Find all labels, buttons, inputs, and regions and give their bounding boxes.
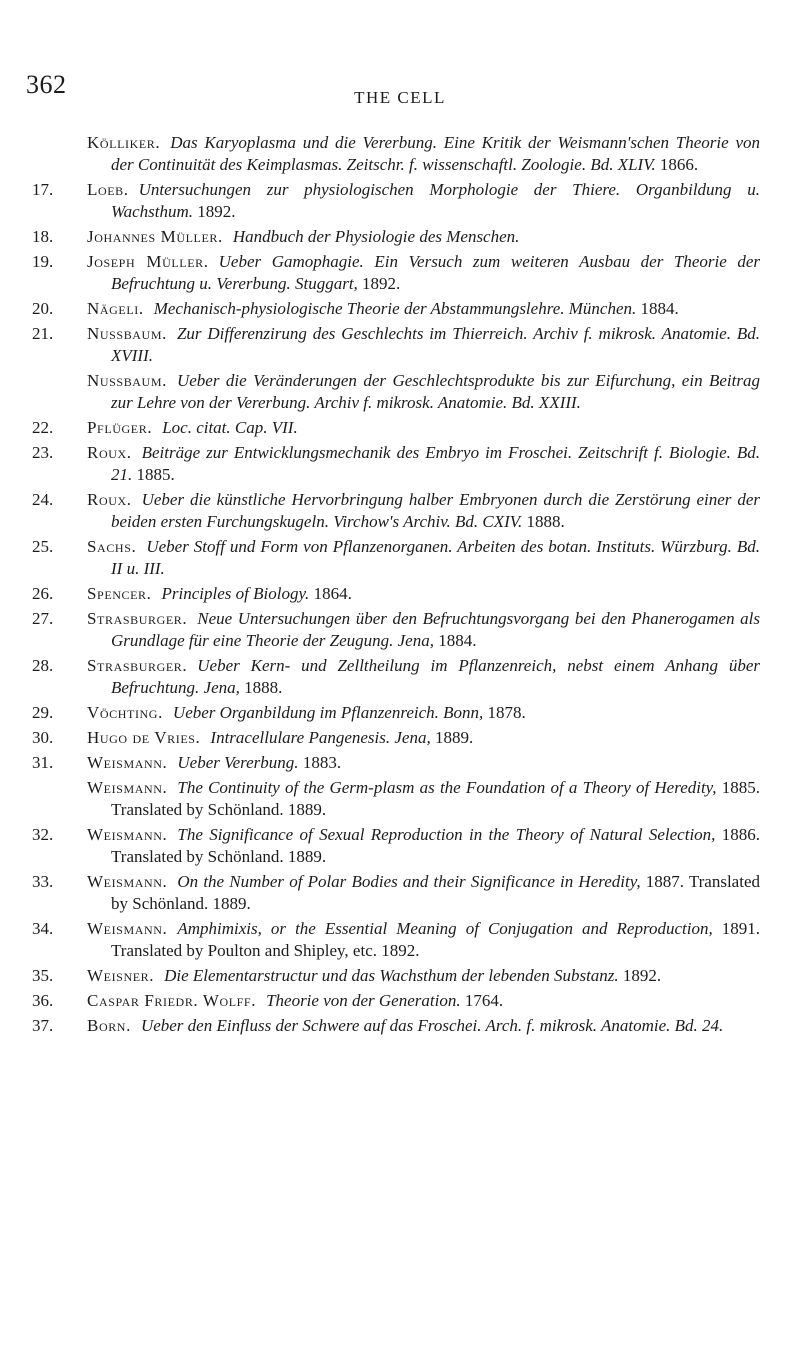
entry-author: Weismann. [87,753,168,772]
entry-author: Strasburger. [87,656,188,675]
entry-details: 1885. Translated by Schönland. 1889. [111,778,760,819]
entry-number: 32. [32,825,54,844]
entry-title: Zur Differenzirung des Geschlechts im Thierreich. Archiv f. mikrosk. Anatomie. Bd. XVIII. [111,324,760,365]
entry-title: Ueber Kern- und Zelltheilung im Pflanzenreich, nebst einem Anhang über Befruchtung. Jena, [111,656,760,697]
bibliography-entry [0,179,800,223]
entry-details: 1866. [655,155,699,174]
entry-title: The Significance of Sexual Reproduction in the Theory of Natural Selection, [177,825,716,844]
entry-title: Ueber Vererbung. [177,753,299,772]
entry-number: 26. [32,584,54,603]
entry-title: Untersuchungen zur physiologischen Morphologie der Thiere. Organbildung u. Wachsthum. [111,180,760,221]
bibliography-entry [0,752,800,774]
entry-number: 31. [32,753,54,772]
entry-author: Caspar Friedr. Wolff. [87,991,257,1010]
entry-number: 19. [32,252,54,271]
bibliography-entry [0,323,800,367]
entry-number: 30. [32,728,54,747]
entry-number: 17. [32,180,54,199]
entry-number: 23. [32,443,54,462]
bibliography-entry [0,965,800,987]
entry-details: 1892. [357,274,401,293]
entry-details: 1883. [298,753,342,772]
entry-title: Neue Untersuchungen über den Befruchtungsvorgang bei den Phanerogamen als Grundlage für eine Theorie der Zeugung. Jena, [111,609,760,650]
entry-details: 1888. [522,512,565,531]
entry-number: 24. [32,490,54,509]
entry-title: Das Karyoplasma und die Vererbung. Eine Kritik der Weismann'schen Theorie von der Continuität des Keimplasmas. Zeitschr. f. wissenschaftl. Zoologie. Bd. XLIV. [111,133,760,174]
entry-author: Sachs. [87,537,137,556]
entry-details: 1884. [636,299,679,318]
entry-author: Roux. [87,490,132,509]
entry-details: 1764. [460,991,504,1010]
entry-details: 1892. [618,966,662,985]
entry-details: 1884. [433,631,477,650]
entry-number: 37. [32,1016,54,1035]
bibliography-entry [0,990,800,1012]
entry-details: 1889. [430,728,474,747]
entry-details: 1891. Translated by Poulton and Shipley, etc. 1892. [111,919,761,960]
entry-author: Weisner. [87,966,155,985]
entry-number: 18. [32,227,54,246]
bibliography-entry [0,824,800,868]
entry-number: 20. [32,299,54,318]
bibliography-entry [0,655,800,699]
entry-title: Principles of Biology. [161,584,310,603]
entry-number: 33. [32,872,54,891]
bibliography-entry [0,442,800,486]
entry-author: Joseph Müller. [87,252,209,271]
bibliography-entry [0,702,800,724]
bibliography-entry [0,583,800,605]
bibliography-entry [0,226,800,248]
entry-title: Handbuch der Physiologie des Menschen. [232,227,520,246]
entry-author: Nussbaum. [87,371,167,390]
entry-author: Pflüger. [87,418,153,437]
entry-details: 1888. [239,678,283,697]
entry-author: Weismann. [87,919,168,938]
bibliography-entry [0,132,800,176]
entry-details: 1886. Translated by Schönland. 1889. [111,825,760,866]
entry-author: Vöchting. [87,703,163,722]
entry-title: Ueber die Veränderungen der Geschlechtsprodukte bis zur Eifurchung, ein Beitrag zur Lehre von der Vererbung. Archiv f. mikrosk. Anatomie. Bd. XXIII. [111,371,760,412]
entry-author: Strasburger. [87,609,188,628]
entry-number: 21. [32,324,54,343]
bibliography-list [0,132,800,1040]
entry-title: On the Number of Polar Bodies and their Significance in Heredity, [177,872,641,891]
bibliography-entry [0,727,800,749]
entry-title: Theorie von der Generation. [266,991,461,1010]
bibliography-entry [0,1015,800,1037]
entry-author: Weismann. [87,825,168,844]
running-head: THE CELL [354,88,446,107]
bibliography-entry [0,298,800,320]
entry-author: Spencer. [87,584,152,603]
bibliography-entry [0,777,800,821]
bibliography-entry [0,871,800,915]
entry-author: Weismann. [87,778,168,797]
entry-title: Ueber die künstliche Hervorbringung halber Embryonen durch die Zerstörung einer der beiden ersten Furchungskugeln. Virchow's Archiv. Bd. CXIV. [111,490,760,531]
entry-details: 1892. [193,202,236,221]
entry-title: Amphimixis, or the Essential Meaning of Conjugation and Reproduction, [177,919,713,938]
entry-title: The Continuity of the Germ-plasm as the Foundation of a Theory of Heredity, [177,778,717,797]
entry-details: 1887. Translated by Schönland. 1889. [111,872,760,913]
entry-details: 1885. [132,465,175,484]
entry-author: Kölliker. [87,133,161,152]
entry-details: 1864. [309,584,352,603]
entry-number: 36. [32,991,54,1010]
entry-title: Intracellulare Pangenesis. Jena, [210,728,431,747]
entry-author: Nussbaum. [87,324,167,343]
page-number: 362 [26,70,67,99]
entry-title: Mechanisch-physiologische Theorie der Abstammungslehre. München. [153,299,637,318]
entry-title: Ueber den Einfluss der Schwere auf das Froschei. Arch. f. mikrosk. Anatomie. Bd. 24. [140,1016,724,1035]
entry-number: 28. [32,656,54,675]
bibliography-entry [0,608,800,652]
entry-number: 34. [32,919,54,938]
bibliography-entry [0,370,800,414]
entry-title: Die Elementarstructur und das Wachsthum der lebenden Substanz. [164,966,619,985]
entry-author: Nägeli. [87,299,144,318]
bibliography-entry [0,251,800,295]
entry-number: 35. [32,966,54,985]
entry-number: 22. [32,418,54,437]
bibliography-entry [0,536,800,580]
entry-title: Ueber Stoff und Form von Pflanzenorganen. Arbeiten des botan. Instituts. Würzburg. Bd. II u. III. [111,537,760,578]
entry-author: Hugo de Vries. [87,728,201,747]
entry-author: Johannes Müller. [87,227,223,246]
bibliography-entry [0,489,800,533]
entry-title: Ueber Gamophagie. Ein Versuch zum weiteren Ausbau der Theorie der Befruchtung u. Vererbung. Stuggart, [111,252,760,293]
entry-author: Born. [87,1016,131,1035]
entry-title: Beiträge zur Entwicklungsmechanik des Embryo im Froschei. Zeitschrift f. Biologie. Bd. 21. [111,443,760,484]
entry-title: Ueber Organbildung im Pflanzenreich. Bonn, [172,703,484,722]
entry-details: 1878. [483,703,526,722]
entry-title: Loc. citat. Cap. VII. [162,418,298,437]
entry-number: 29. [32,703,54,722]
bibliography-entry [0,918,800,962]
entry-author: Weismann. [87,872,168,891]
entry-number: 27. [32,609,54,628]
entry-author: Loeb. [87,180,129,199]
bibliography-entry [0,417,800,439]
entry-number: 25. [32,537,54,556]
entry-author: Roux. [87,443,132,462]
